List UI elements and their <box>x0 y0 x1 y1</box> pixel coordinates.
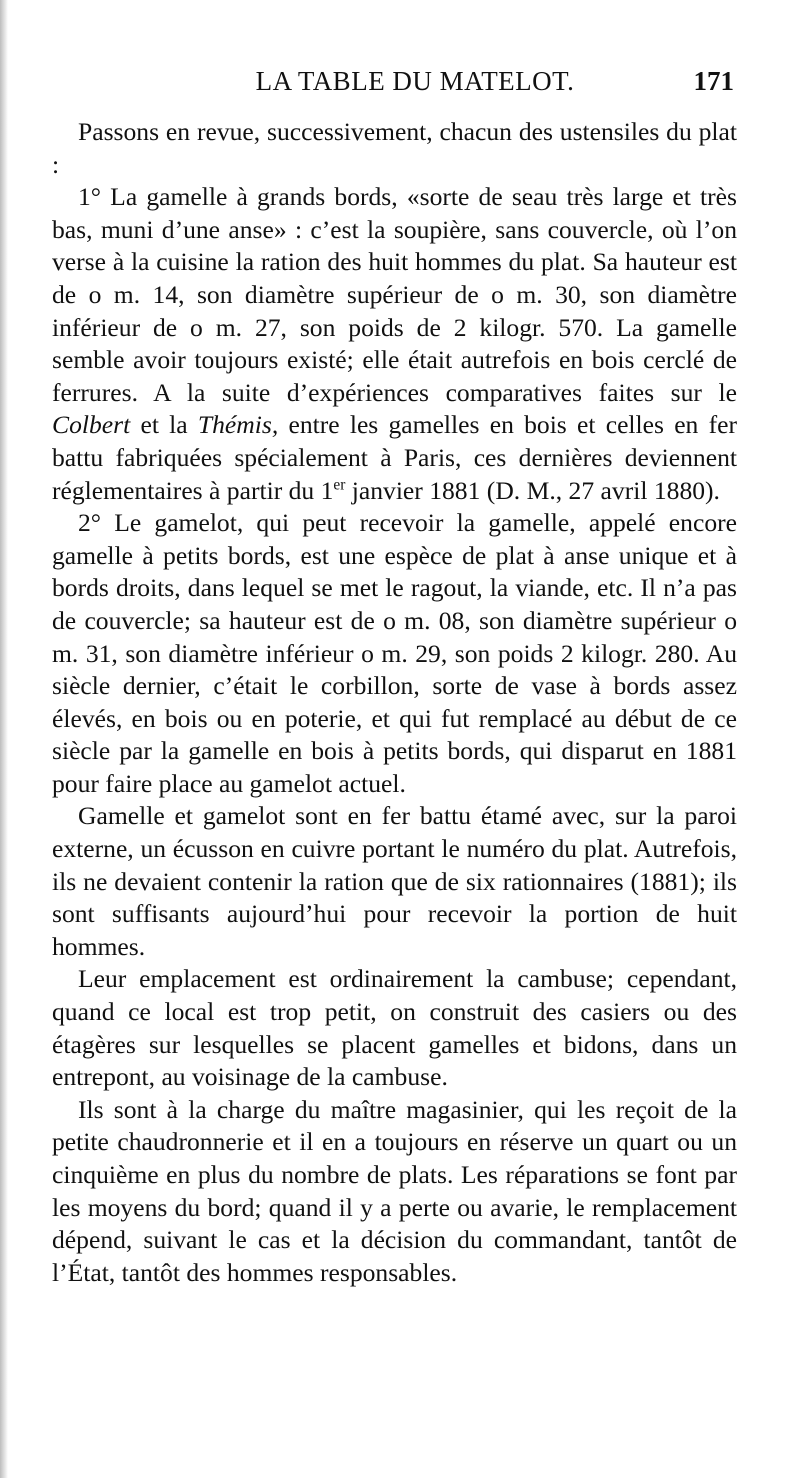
item-1-text-cont: entre les gamelles en bois et celles en fer battu fabriquées spécialement à Paris, ces dernières deviennent réglementaires à partir du 1 <box>52 410 738 505</box>
paragraph-3: Gamelle et gamelot sont en fer battu étamé avec, sur la paroi externe, un écusson en cuivre portant le numéro du plat. Autrefois, ils ne devaient contenir la ration que de six rationnaires (1881); ils sont suffisants aujourd’hui pour recevoir la portion de huit hommes. <box>52 801 737 961</box>
paragraph-item-1 <box>52 181 737 507</box>
paragraph-4: Leur emplacement est ordinairement la cambuse; cependant, quand ce local est trop petit, on construit des casiers ou des étagères sur lesquelles se placent gamelles et bidons, dans un entrepont, au voisinage de la cambuse. <box>52 964 737 1092</box>
item-1-text-start: 1° La gamelle à grands bords, «sorte de seau très large et très bas, muni d’une anse» : c’est la soupière, sans couvercle, où l’on verse à la cuisine la ration des huit hommes du plat. Sa hauteur est de o m. 14, son diamètre supérieur de o m. 30, son diamètre inférieur de o m. 27, son poids de 2 kilogr. 570. La gamelle semble avoir toujours existé; elle était autrefois en bois cerclé de ferrures. A la suite d’expériences comparatives faites sur le <box>52 182 737 407</box>
paragraph-item-2: 2° Le gamelot, qui peut recevoir la gamelle, appelé encore gamelle à petits bords, est une espèce de plat à anse unique et à bords droits, dans lequel se met le ragout, la viande, etc. Il n’a pas de couvercle; sa hauteur est de o m. 08, son diamètre supérieur o m. 31, son diamètre inférieur o m. 29, son poids 2 kilogr. 280. Au siècle dernier, c’était le corbillon, sorte de vase à bords assez élevés, en bois ou en poterie, et qui fut remplacé au début de ce siècle par la gamelle en bois à petits bords, qui disparut en 1881 pour faire place au gamelot actuel. <box>52 508 737 798</box>
running-title: LA TABLE DU MATELOT. <box>255 66 575 96</box>
ship-name-themis: Thémis, <box>197 410 279 440</box>
paragraph-intro: Passons en revue, successivement, chacun des ustensiles du plat : <box>52 117 737 179</box>
ordinal-superscript: er <box>333 476 346 493</box>
item-1-text-mid: et la <box>130 410 198 440</box>
item-1-text-end: janvier 1881 (D. M., 27 avril 1880). <box>345 475 720 505</box>
body-text <box>52 116 737 1289</box>
running-head <box>0 66 800 106</box>
paragraph-5: Ils sont à la charge du maître magasinier, qui les reçoit de la petite chaudronnerie et il en a toujours en réserve un quart ou un cinquième en plus du nombre de plats. Les réparations se font par les moyens du bord; quand il y a perte ou avarie, le remplacement dépend, suivant le cas et la décision du commandant, tantôt de l’État, tantôt des hommes responsables. <box>52 1094 737 1287</box>
page-number: 171 <box>693 66 734 96</box>
page-edge-shadow <box>0 0 8 1478</box>
ship-name-colbert: Colbert <box>52 410 131 440</box>
